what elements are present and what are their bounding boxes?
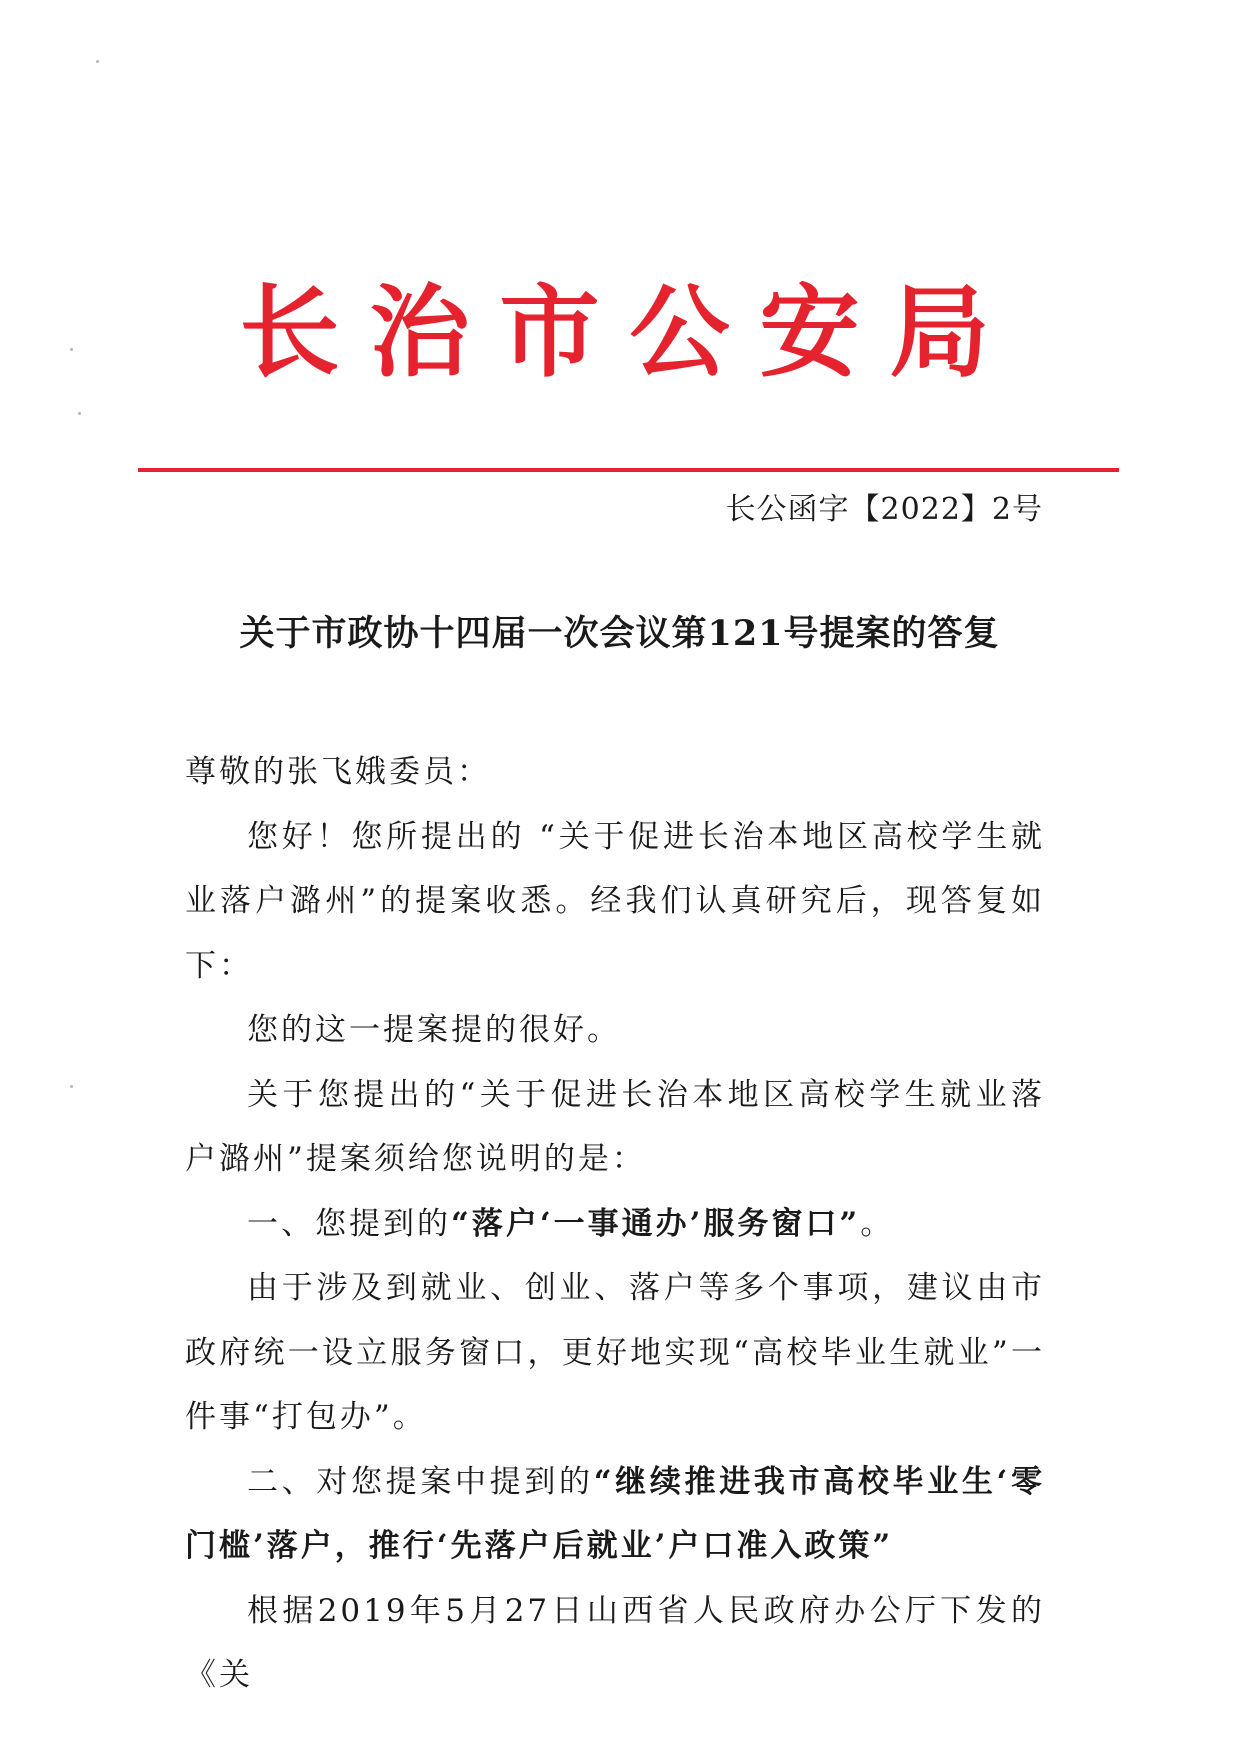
paragraph bbox=[185, 1192, 1045, 1257]
bold-phrase: “落户‘一事通办’服务窗口” bbox=[451, 1205, 861, 1242]
scan-speck bbox=[70, 1085, 73, 1088]
paragraph: 关于您提出的“关于促进长治本地区高校学生就业落户潞州”提案须给您说明的是： bbox=[185, 1076, 1045, 1177]
red-separator-line bbox=[138, 468, 1119, 472]
scan-speck bbox=[78, 412, 81, 415]
paragraph: 由于涉及到就业、创业、落户等多个事项，建议由市政府统一设立服务窗口，更好地实现“高校毕业生就业”一件事“打包办”。 bbox=[185, 1270, 1045, 1435]
paragraph bbox=[185, 1450, 1045, 1579]
document-number: 长公函字【2022】2号 bbox=[725, 492, 1043, 527]
paragraph-suffix: 。 bbox=[860, 1205, 895, 1242]
bold-phrase: “继续推进我市高校毕业生‘零门槛’落户，推行‘先落户后就业’户口准入政策” bbox=[185, 1463, 1046, 1564]
paragraph-prefix: 一、您提到的 bbox=[247, 1205, 451, 1242]
salutation: 尊敬的张飞娥委员： bbox=[185, 754, 491, 790]
document-title: 关于市政协十四届一次会议第121号提案的答复 bbox=[239, 613, 1000, 654]
paragraph: 您的这一提案提的很好。 bbox=[247, 1012, 621, 1048]
paragraph-prefix: 二、对您提案中提到的 bbox=[247, 1463, 594, 1500]
letterhead: 长治市公安局 bbox=[239, 273, 1020, 391]
document-body bbox=[185, 740, 1045, 1708]
paragraph: 您好！您所提出的 “关于促进长治本地区高校学生就业落户潞州”的提案收悉。经我们认真研究后，现答复如下： bbox=[185, 818, 1045, 984]
paragraph: 根据2019年5月27日山西省人民政府办公厅下发的《关 bbox=[185, 1592, 1045, 1693]
scan-speck bbox=[96, 60, 99, 63]
